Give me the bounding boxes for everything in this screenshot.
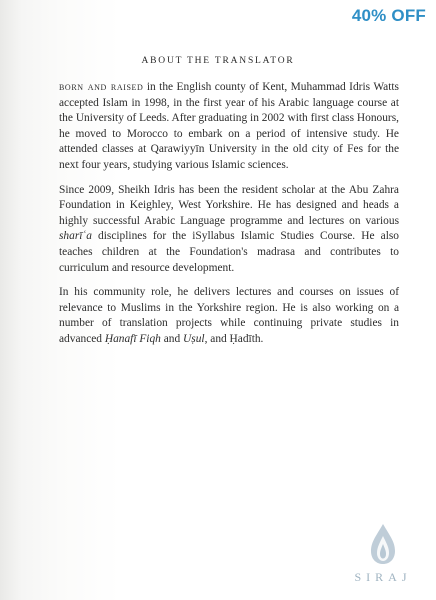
paragraph-lead: born and raised: [59, 81, 144, 93]
paragraph-2-italic: sharīʿa: [59, 230, 92, 243]
paragraph-3: [59, 285, 399, 347]
discount-badge: 40% OFF: [351, 6, 426, 25]
paragraph-3-text-a: In his community role, he delivers lectures and courses on issues of relevance to Muslims in the Yorkshire region. He is also working on a number of translation projects while continuing private studies in advanced: [59, 286, 399, 345]
paragraph-3-text-c: , and Ḥadīth.: [204, 332, 264, 345]
paragraph-1-text: in the English county of Kent, Muhammad Idris Watts accepted Islam in 1998, in the first year of his Arabic language course at the University of Leeds. After graduating in 2002 with first class Honours, he moved to Morocco to embark on a period of intensive study. He attended classes at Qarawiyyīn University in the old city of Fes for the next four years, studying various Islamic sciences.: [59, 81, 399, 171]
paragraph-2-text-b: disciplines for the iSyllabus Islamic Studies Course. He also teaches children at the Foundation's madrasa and contributes to curriculum and resource development.: [59, 230, 399, 274]
section-heading: ABOUT THE TRANSLATOR: [141, 56, 295, 66]
paragraph-3-italic-1: Ḥanafī Fiqh: [104, 332, 161, 345]
paragraph-1: [59, 80, 399, 174]
logo-wordmark: SIRAJ: [354, 570, 412, 584]
flame-drop-icon: [366, 522, 400, 566]
paragraph-3-text-b: and: [160, 332, 184, 345]
page-content: [59, 80, 399, 357]
siraj-logo: [338, 522, 428, 592]
paragraph-2-text-a: Since 2009, Sheikh Idris has been the resident scholar at the Abu Zahra Foundation in Keighley, West Yorkshire. He has designed and heads a highly successful Arabic Language programme and lectures on various: [59, 183, 399, 227]
paragraph-3-italic-2: Uṣul: [183, 332, 205, 345]
paragraph-2: [59, 183, 399, 277]
